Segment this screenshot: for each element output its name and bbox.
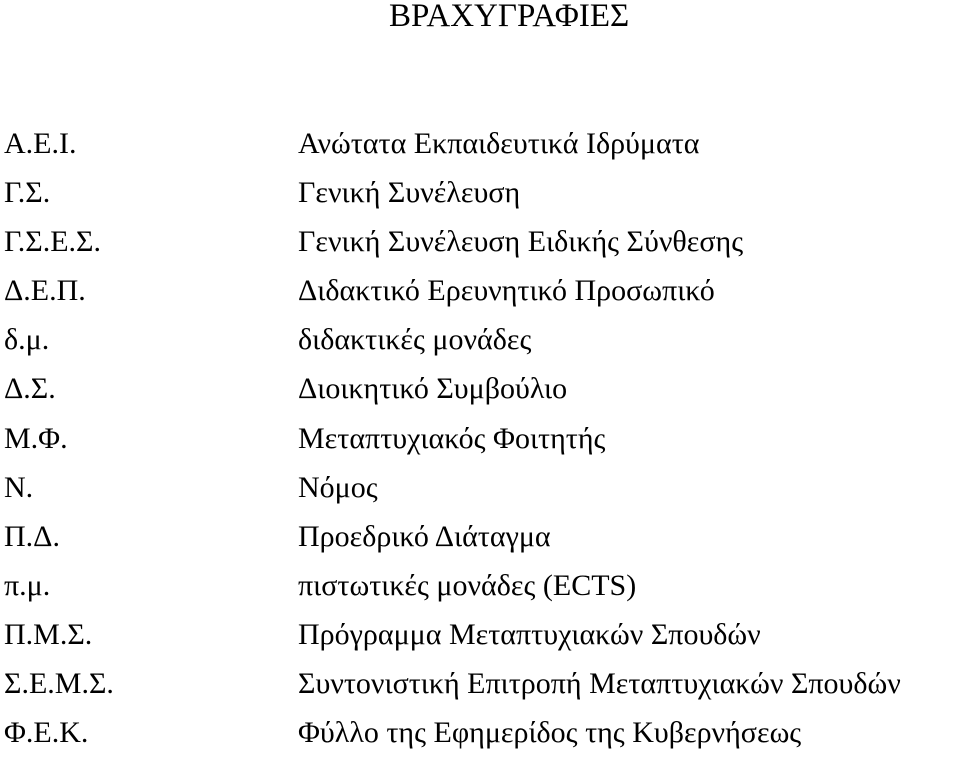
- list-item: [0, 124, 960, 173]
- list-item: [0, 222, 960, 271]
- abbreviation: Γ.Σ.Ε.Σ.: [4, 225, 101, 259]
- abbreviation: Δ.Σ.: [4, 372, 56, 406]
- abbreviation: δ.μ.: [4, 323, 50, 357]
- abbreviation-meaning: Συντονιστική Επιτροπή Μεταπτυχιακών Σπουδών: [298, 667, 901, 701]
- abbreviation-meaning: Διοικητικό Συμβούλιο: [298, 372, 568, 406]
- list-item: [0, 615, 960, 664]
- abbreviation: Α.Ε.Ι.: [4, 127, 77, 160]
- abbreviation: Μ.Φ.: [4, 421, 68, 455]
- abbreviation-meaning: Νόμος: [298, 470, 378, 504]
- abbreviation-meaning: Πρόγραμμα Μεταπτυχιακών Σπουδών: [298, 617, 761, 651]
- list-item: [0, 173, 960, 222]
- list-item: [0, 517, 960, 566]
- abbreviation: Π.Μ.Σ.: [4, 617, 93, 651]
- list-item: [0, 566, 960, 615]
- abbreviation: π.μ.: [4, 568, 51, 602]
- abbreviation-meaning: Γενική Συνέλευση Ειδικής Σύνθεσης: [298, 225, 744, 259]
- abbreviation-meaning: Μεταπτυχιακός Φοιτητής: [298, 421, 606, 455]
- abbreviation: Π.Δ.: [4, 519, 60, 553]
- abbreviation: Γ.Σ.: [4, 176, 51, 210]
- list-item: [0, 664, 960, 713]
- page-title: ΒΡΑΧΥΓΡΑΦΙΕΣ: [389, 0, 630, 34]
- abbreviation-meaning: Προεδρικό Διάταγμα: [298, 519, 551, 553]
- abbreviations-list: [0, 124, 960, 762]
- abbreviation-meaning: Γενική Συνέλευση: [298, 176, 521, 210]
- abbreviation: Ν.: [4, 470, 34, 504]
- abbreviation-meaning: Ανώτατα Εκπαιδευτικά Ιδρύματα: [298, 127, 700, 160]
- list-item: [0, 713, 960, 762]
- abbreviation-meaning: διδακτικές μονάδες: [298, 323, 532, 357]
- abbreviation-meaning: Διδακτικό Ερευνητικό Προσωπικό: [298, 274, 715, 308]
- list-item: [0, 468, 960, 517]
- list-item: [0, 369, 960, 418]
- abbreviation: Φ.Ε.Κ.: [4, 716, 89, 750]
- list-item: [0, 320, 960, 369]
- list-item: [0, 271, 960, 320]
- abbreviation: Δ.Ε.Π.: [4, 274, 86, 308]
- abbreviation-meaning: πιστωτικές μονάδες (ECTS): [298, 568, 637, 602]
- abbreviation: Σ.Ε.Μ.Σ.: [4, 667, 114, 701]
- list-item: [0, 419, 960, 468]
- abbreviation-meaning: Φύλλο της Εφημερίδος της Κυβερνήσεως: [298, 716, 802, 750]
